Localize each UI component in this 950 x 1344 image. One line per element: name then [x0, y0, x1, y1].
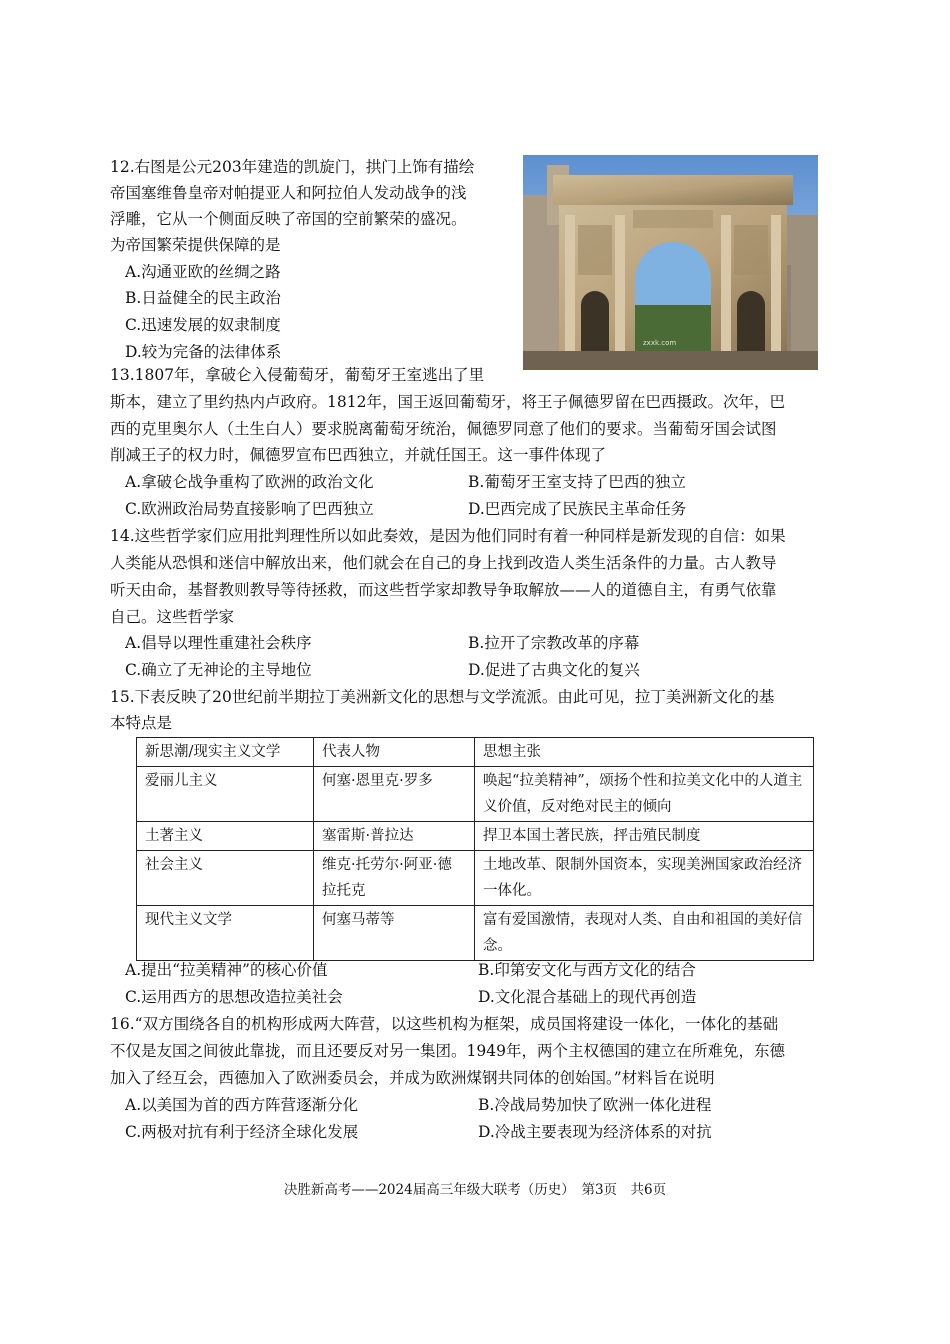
q12-option-b: B.日益健全的民主政治: [125, 289, 281, 307]
q12-line-2: 帝国塞维鲁皇帝对帕提亚人和阿拉伯人发动战争的浅: [110, 184, 467, 202]
q12-line-3: 浮雕，它从一个侧面反映了帝国的空前繁荣的盛况。: [110, 210, 467, 228]
q16-line-1: 16.“双方围绕各自的机构形成两大阵营，以这些机构为框架，成员国将建设一体化，一体化的基础: [110, 1015, 779, 1033]
q14-line-4: 自己。这些哲学家: [110, 608, 235, 626]
q15-option-a: A.提出“拉美精神”的核心价值: [125, 961, 328, 979]
q13-line-1: 13.1807年，拿破仑入侵葡萄牙，葡萄牙王室逃出了里: [110, 366, 485, 384]
q12-option-d: D.较为完备的法律体系: [125, 343, 282, 361]
table-cell: 社会主义: [137, 851, 314, 906]
q15-line-1: 15.下表反映了20世纪前半期拉丁美洲新文化的思想与文学流派。由此可见，拉丁美洲新文化的基: [110, 688, 775, 706]
q14-line-1: 14.这些哲学家们应用批判理性所以如此奏效，是因为他们同时有着一种同样是新发现的自信：如果: [110, 527, 786, 545]
q15-line-2: 本特点是: [110, 714, 173, 732]
table-cell: 唤起“拉美精神”，颂扬个性和拉美文化中的人道主义价值，反对绝对民主的倾向: [475, 767, 814, 822]
table-row: [137, 906, 814, 961]
page-footer: 决胜新高考——2024届高三年级大联考（历史） 第3页 共6页: [283, 1182, 667, 1198]
q16-line-2: 不仅是友国之间彼此靠拢，而且还要反对另一集团。1949年，两个主权德国的建立在所难免，东德: [110, 1042, 785, 1060]
q14-option-b: B.拉开了宗教改革的序幕: [468, 634, 640, 652]
q13-option-d: D.巴西完成了民族民主革命任务: [468, 500, 687, 518]
q16-option-b: B.冷战局势加快了欧洲一体化进程: [478, 1096, 712, 1114]
triumphal-arch-photo: [523, 155, 818, 370]
q16-option-d: D.冷战主要表现为经济体系的对抗: [478, 1123, 712, 1141]
table-cell: 爱丽儿主义: [137, 767, 314, 822]
q12-line-4: 为帝国繁荣提供保障的是: [110, 236, 281, 254]
q16-option-c: C.两极对抗有利于经济全球化发展: [125, 1123, 359, 1141]
table-cell: 维克·托劳尔·阿亚·德拉托克: [314, 851, 475, 906]
table-cell: 富有爱国激情，表现对人类、自由和祖国的美好信念。: [475, 906, 814, 961]
table-row: [137, 851, 814, 906]
q15-option-c: C.运用西方的思想改造拉美社会: [125, 988, 343, 1006]
q16-option-a: A.以美国为首的西方阵营逐渐分化: [125, 1096, 359, 1114]
table-cell: 何塞·恩里克·罗多: [314, 767, 475, 822]
q12-option-a: A.沟通亚欧的丝绸之路: [125, 263, 281, 281]
q13-line-3: 西的克里奥尔人（土生白人）要求脱离葡萄牙统治，佩德罗同意了他们的要求。当葡萄牙国会试图: [110, 420, 777, 438]
q13-option-c: C.欧洲政治局势直接影响了巴西独立: [125, 500, 374, 518]
q12-option-c: C.迅速发展的奴隶制度: [125, 316, 281, 334]
table-row: [137, 767, 814, 822]
q14-option-c: C.确立了无神论的主导地位: [125, 661, 312, 679]
table-cell: 捍卫本国土著民族，抨击殖民制度: [475, 822, 814, 851]
table-header-cell: 思想主张: [475, 738, 814, 767]
table-cell: 何塞马蒂等: [314, 906, 475, 961]
table-header-cell: 代表人物: [314, 738, 475, 767]
table-row: [137, 822, 814, 851]
photo-watermark: zxxk.com: [643, 339, 677, 347]
q15-option-b: B.印第安文化与西方文化的结合: [478, 961, 696, 979]
table-header-cell: 新思潮/现实主义文学: [137, 738, 314, 767]
table-cell: 塞雷斯·普拉达: [314, 822, 475, 851]
q14-line-2: 人类能从恐惧和迷信中解放出来，他们就会在自己的身上找到改造人类生活条件的力量。古人教导: [110, 554, 777, 572]
q13-option-a: A.拿破仑战争重构了欧洲的政治文化: [125, 473, 374, 491]
table-cell: 现代主义文学: [137, 906, 314, 961]
q16-line-3: 加入了经互会，西德加入了欧洲委员会，并成为欧洲煤钢共同体的创始国。”材料旨在说明: [110, 1069, 715, 1087]
table-cell: 土地改革、限制外国资本，实现美洲国家政治经济一体化。: [475, 851, 814, 906]
q12-line-1: 12.右图是公元203年建造的凯旋门，拱门上饰有描绘: [110, 158, 475, 176]
q14-option-a: A.倡导以理性重建社会秩序: [125, 634, 312, 652]
table-cell: 土著主义: [137, 822, 314, 851]
table-header-row: [137, 738, 814, 767]
q13-option-b: B.葡萄牙王室支持了巴西的独立: [468, 473, 686, 491]
q15-option-d: D.文化混合基础上的现代再创造: [478, 988, 697, 1006]
thought-schools-table: [136, 737, 814, 961]
q14-option-d: D.促进了古典文化的复兴: [468, 661, 640, 679]
q13-line-4: 削减王子的权力时，佩德罗宣布巴西独立，并就任国王。这一事件体现了: [110, 446, 607, 464]
q13-line-2: 斯本，建立了里约热内卢政府。1812年，国王返回葡萄牙，将王子佩德罗留在巴西摄政。次年，巴: [110, 393, 785, 411]
q14-line-3: 听天由命，基督教则教导等待拯救，而这些哲学家却教导争取解放——人的道德自主，有勇气依靠: [110, 581, 777, 599]
